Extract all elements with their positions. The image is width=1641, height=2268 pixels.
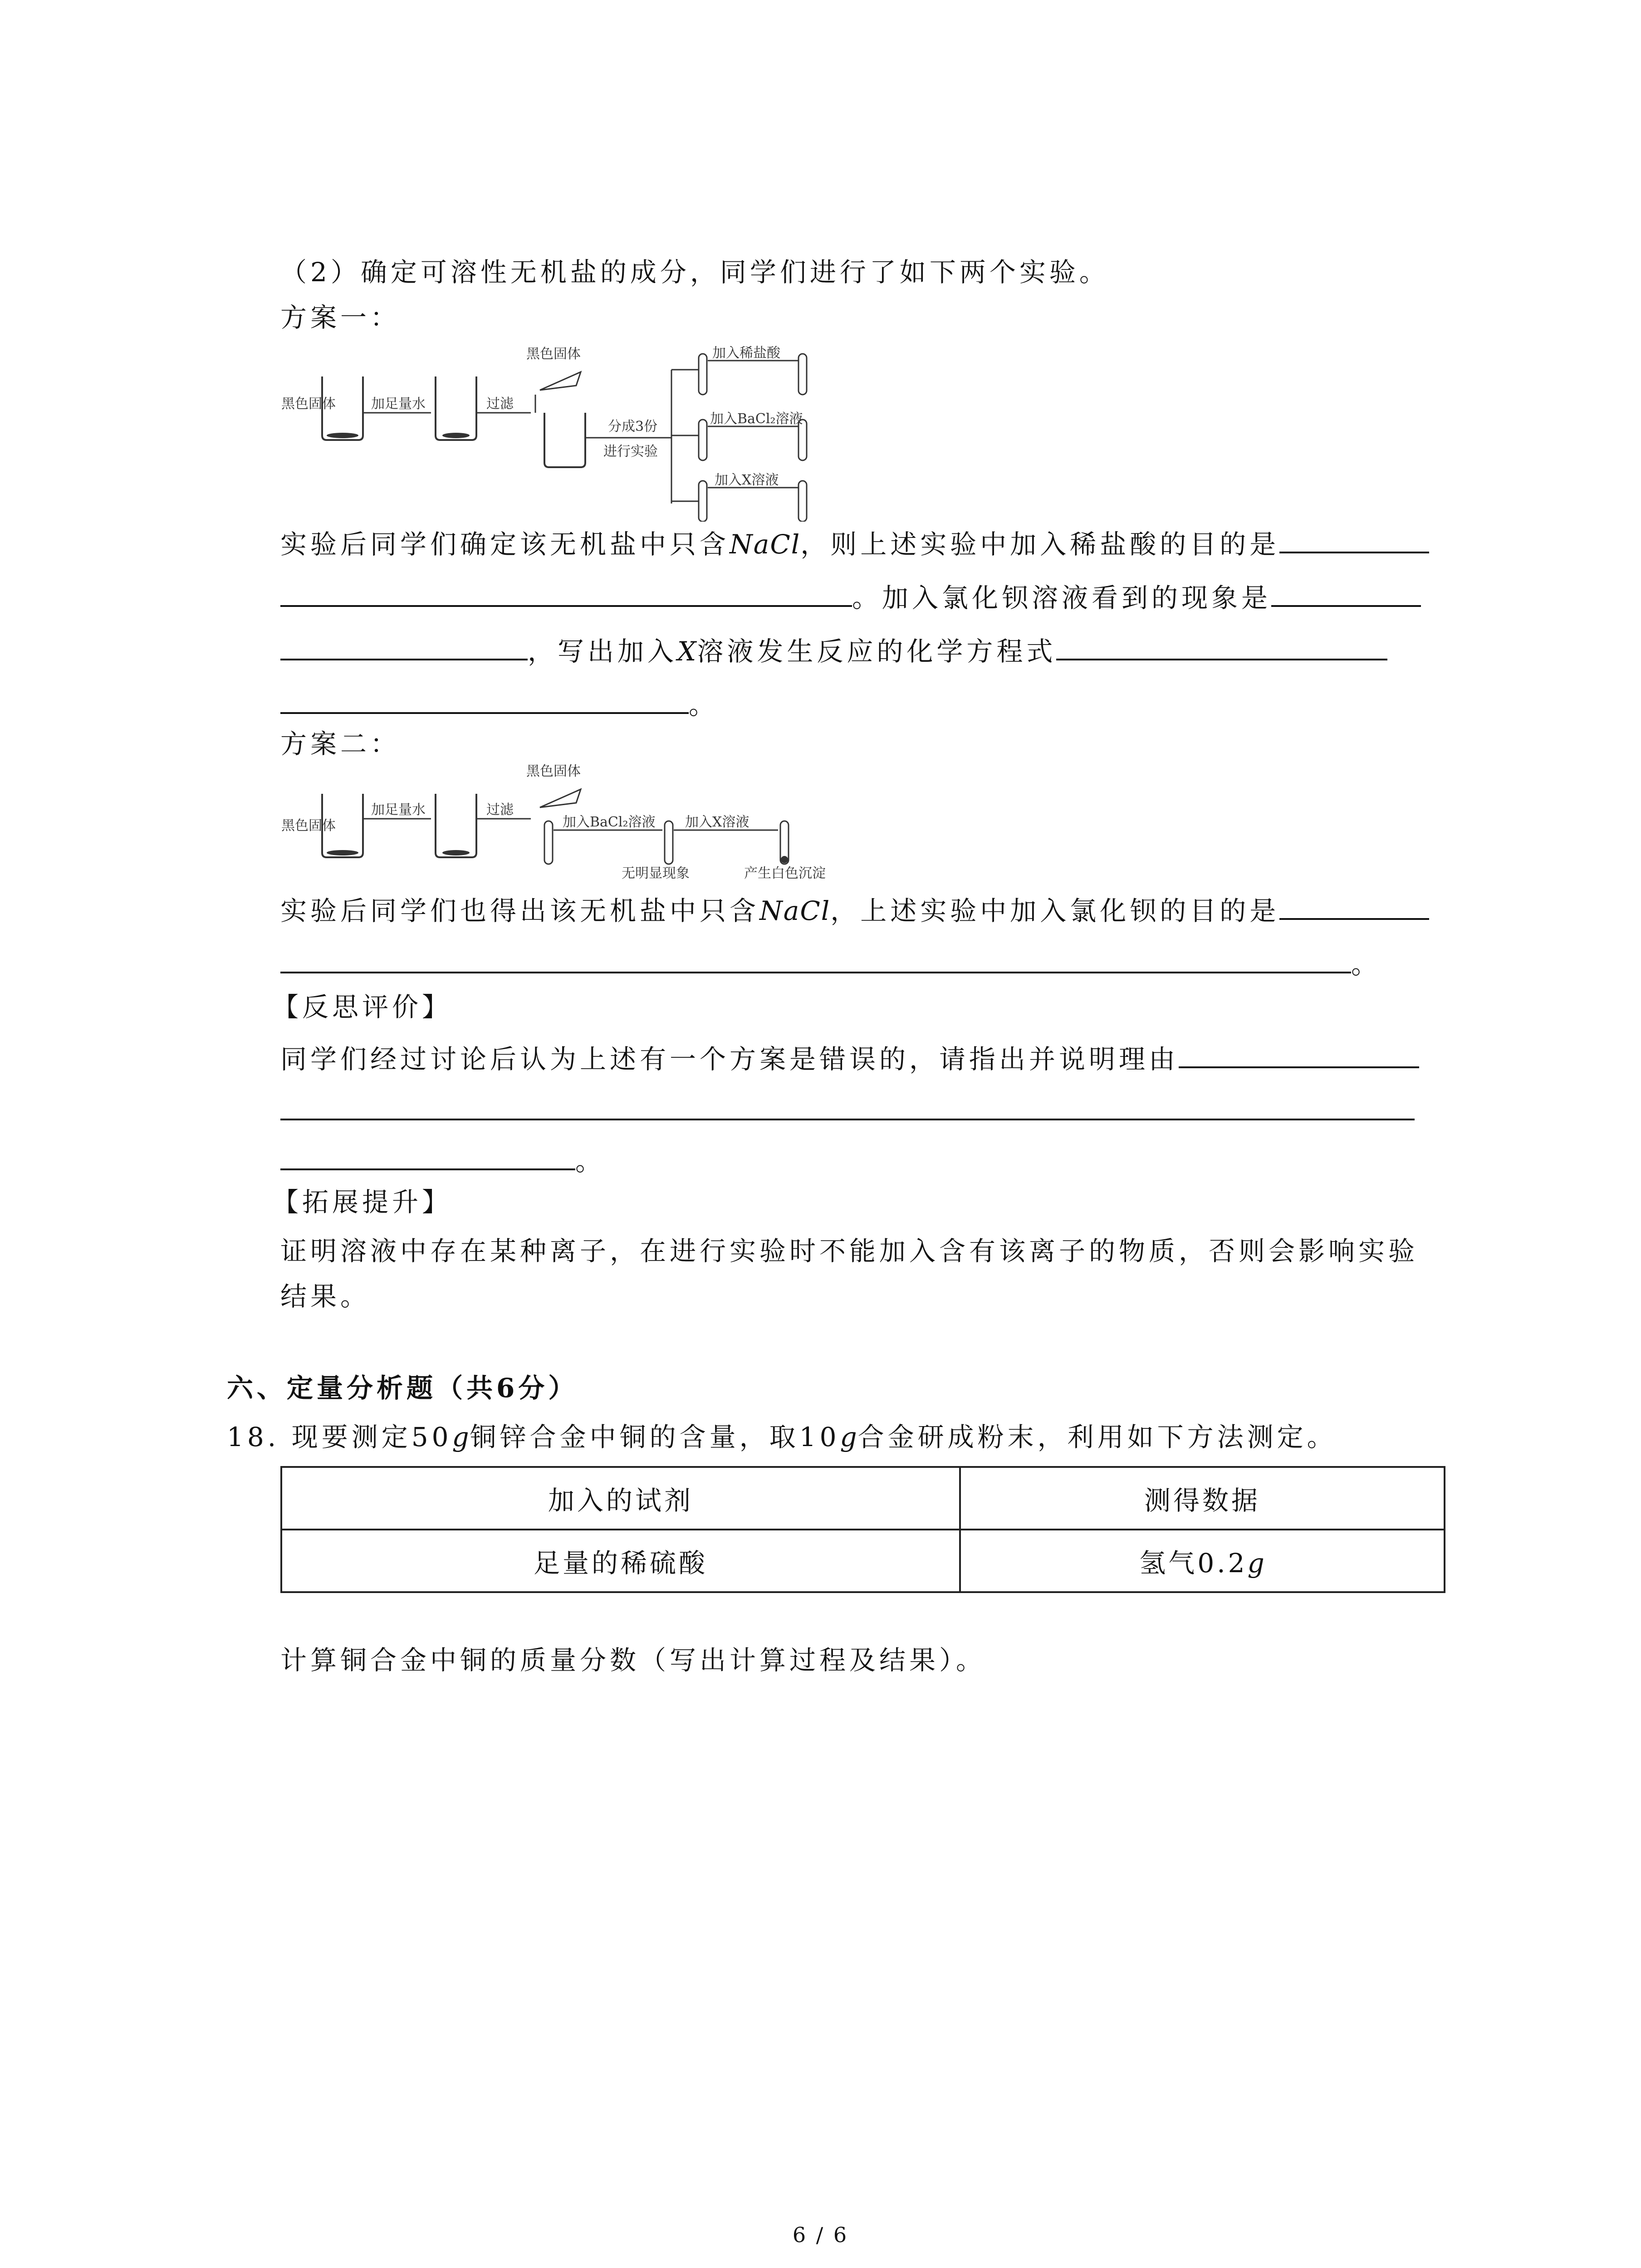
answer-blank[interactable] [280,687,689,714]
calculation-question: 计算铜合金中铜的质量分数（写出计算过程及结果）。 [280,1645,986,1676]
header-result: 测得数据 [960,1467,1445,1530]
black-solid-top-label: 黑色固体 [526,346,581,362]
answer-blank[interactable] [280,580,852,607]
section-6-heading: 六、定量分析题（共6分） [227,1373,578,1403]
question-18: 18. 现要测定50g铜锌合金中铜的含量，取10g合金研成粉末，利用如下方法测定。 [227,1422,1337,1452]
plan1-question-2: 。加入氯化钡溶液看到的现象是 [280,580,1421,616]
black-solid-label: 黑色固体 [281,818,336,834]
table-row [281,1530,1445,1592]
reflection-title: 【反思评价】 [272,992,452,1022]
tube3-label: 加入X溶液 [715,472,779,488]
reflection-question: 同学们经过讨论后认为上述有一个方案是错误的，请指出并说明理由 [280,1041,1419,1077]
answer-blank[interactable] [1279,893,1429,920]
answer-blank[interactable] [280,1093,1415,1120]
plan1-question-3: ，写出加入X溶液发生反应的化学方程式 [280,633,1387,670]
answer-blank[interactable] [280,633,528,660]
white-precipitate-label: 产生白色沉淀 [744,865,826,880]
plan1-diagram [263,345,835,523]
answer-blank[interactable] [280,1143,575,1170]
table-header-row [281,1467,1445,1530]
no-phenomenon-label: 无明显现象 [622,865,690,880]
split-label: 分成3份 [608,419,658,435]
plan2-question: 实验后同学们也得出该无机盐中只含NaCl，上述实验中加入氯化钡的目的是 [280,893,1429,929]
plan1-title: 方案一： [280,302,401,333]
experiment-label: 进行实验 [603,444,658,459]
extension-text-2: 结果。 [280,1281,371,1312]
reflection-blank-line [280,1093,1415,1129]
plan2-title: 方案二： [280,728,401,759]
cell-reagent: 足量的稀硫酸 [281,1530,960,1592]
header-reagent: 加入的试剂 [281,1467,960,1530]
filter-label: 过滤 [486,396,514,412]
black-solid-label: 黑色固体 [281,396,336,412]
plan2-diagram [263,762,853,882]
filter-label: 过滤 [486,802,514,818]
tube1-label: 加入稀盐酸 [712,345,780,361]
answer-blank[interactable] [1056,633,1387,660]
plan1-question-1: 实验后同学们确定该无机盐中只含NaCl，则上述实验中加入稀盐酸的目的是 [280,526,1429,562]
black-solid-top-label: 黑色固体 [526,763,581,779]
page-number: 6 / 6 [792,2223,849,2247]
answer-blank[interactable] [1271,580,1421,607]
add-water-label: 加足量水 [371,802,426,818]
add-x-label: 加入X溶液 [685,814,749,830]
intro-text: （2）确定可溶性无机盐的成分，同学们进行了如下两个实验。 [280,257,1109,288]
extension-title: 【拓展提升】 [272,1187,452,1217]
answer-blank[interactable] [1279,526,1429,553]
answer-blank[interactable] [280,946,1351,973]
tube2-label: 加入BaCl₂溶液 [710,411,803,427]
plan1-question-3-cont: 。 [280,687,719,723]
plan2-question-cont: 。 [280,946,1381,982]
extension-text-1: 证明溶液中存在某种离子，在进行实验时不能加入含有该离子的物质，否则会影响实验 [280,1236,1419,1266]
data-table [280,1466,1445,1593]
add-bacl2-label: 加入BaCl₂溶液 [563,814,656,830]
add-water-label: 加足量水 [371,396,426,412]
answer-blank[interactable] [1179,1041,1419,1068]
cell-result: 氢气0.2g [960,1530,1445,1592]
reflection-blank-line-2: 。 [280,1143,605,1179]
